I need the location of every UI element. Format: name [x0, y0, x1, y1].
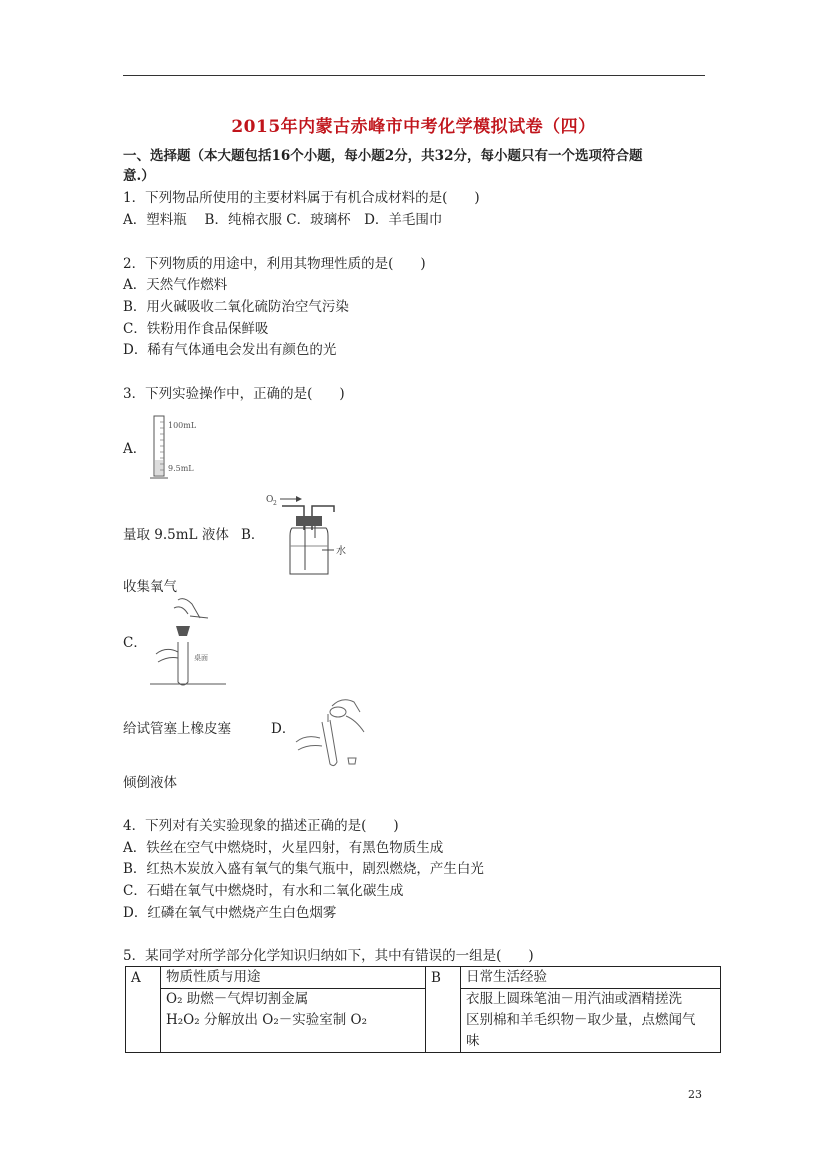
- test-tube-stopper-figure: [148, 596, 228, 688]
- table-b-line2: 区别棉和羊毛织物－取少量，点燃闻气: [466, 1012, 696, 1028]
- q4-option-d: D．红磷在氧气中燃烧产生白色烟雾: [123, 905, 337, 921]
- q3-option-d-caption: 倾倒液体: [123, 775, 177, 791]
- page-title: 2015年内蒙古赤峰市中考化学模拟试卷（四）: [231, 117, 596, 137]
- table-a-heading: 物质性质与用途: [161, 967, 425, 989]
- q3-option-b-caption: 收集氧气: [123, 579, 177, 595]
- q2-stem: 2．下列物质的用途中，利用其物理性质的是( ): [123, 256, 426, 272]
- table-b-line3: 味: [466, 1033, 480, 1049]
- section-heading-line1: 一、选择题（本大题包括16个小题，每小题2分，共32分，每小题只有一个选项符合题: [123, 148, 643, 164]
- cylinder-top-label: 100mL: [168, 421, 197, 430]
- bottle-gas-subscript: 2: [273, 500, 277, 507]
- table-group-b: [461, 967, 721, 1053]
- q3-option-a-label: A．: [123, 441, 147, 457]
- bottle-water-label: 水: [336, 546, 346, 557]
- gas-bottle-figure: [262, 490, 352, 580]
- q4-option-c: C．石蜡在氧气中燃烧时，有水和二氧化碳生成: [123, 883, 404, 899]
- section-heading-line2: 意.）: [123, 168, 155, 184]
- table-b-heading: 日常生活经验: [461, 967, 720, 989]
- table-a-line1: O₂ 助燃－气焊切割金属: [166, 991, 309, 1007]
- q4-stem: 4．下列对有关实验现象的描述正确的是( ): [123, 818, 399, 834]
- q2-option-a: A．天然气作燃料: [123, 277, 228, 293]
- table-letter-b: B: [426, 967, 461, 1053]
- q3-option-c-label: C．: [123, 635, 147, 651]
- table-group-a: [161, 967, 426, 1053]
- q4-option-a: A．铁丝在空气中燃烧时，火星四射，有黑色物质生成: [123, 840, 444, 856]
- q1-options: A．塑料瓶 B．纯棉衣服 C．玻璃杯 D．羊毛围巾: [123, 212, 443, 228]
- cylinder-bottom-label: 9.5mL: [168, 464, 194, 473]
- q3-option-b-label: B．: [241, 527, 265, 543]
- knowledge-table: [125, 966, 721, 1053]
- tube-table-label: 桌面: [194, 654, 208, 662]
- q2-option-b: B．用火碱吸收二氧化硫防治空气污染: [123, 299, 349, 315]
- q2-option-c: C．铁粉用作食品保鲜吸: [123, 321, 269, 337]
- q3-stem: 3．下列实验操作中，正确的是( ): [123, 386, 345, 402]
- table-b-line1: 衣服上圆珠笔油－用汽油或酒精搓洗: [466, 991, 682, 1007]
- bottle-gas-label: O: [266, 495, 274, 505]
- q3-option-d-label: D．: [271, 721, 296, 737]
- pouring-liquid-figure: [290, 694, 370, 770]
- graduated-cylinder-figure: [148, 412, 218, 482]
- table-letter-a: A: [126, 967, 161, 1053]
- q3-option-a-caption: 量取 9.5mL 液体: [123, 527, 229, 543]
- table-a-line2: H₂O₂ 分解放出 O₂－实验室制 O₂: [166, 1012, 367, 1028]
- page-number: 23: [688, 1088, 702, 1101]
- q4-option-b: B．红热木炭放入盛有氧气的集气瓶中，剧烈燃烧，产生白光: [123, 861, 484, 877]
- q1-stem: 1．下列物品所使用的主要材料属于有机合成材料的是( ): [123, 190, 480, 206]
- header-rule: [123, 75, 705, 76]
- q3-option-c-caption: 给试管塞上橡皮塞: [123, 721, 231, 737]
- q5-stem: 5．某同学对所学部分化学知识归纳如下，其中有错误的一组是( ): [123, 948, 534, 964]
- q2-option-d: D．稀有气体通电会发出有颜色的光: [123, 342, 337, 358]
